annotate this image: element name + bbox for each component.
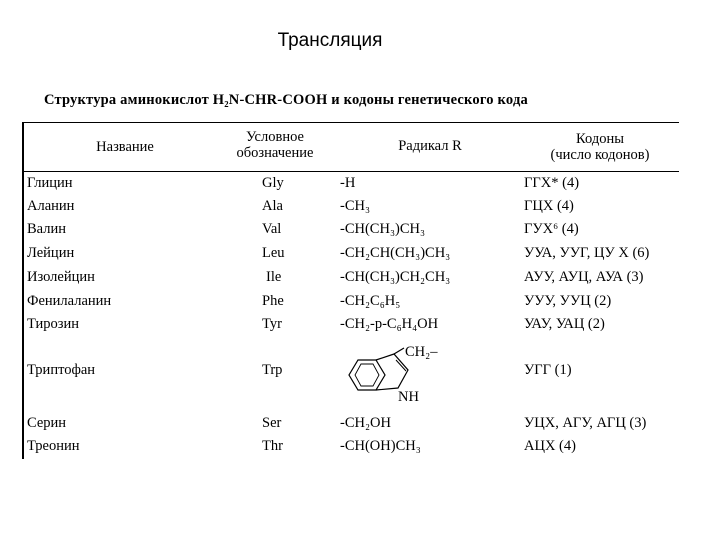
table-header-rule bbox=[24, 171, 679, 172]
row-symbol-ser: Ser bbox=[262, 415, 282, 431]
row-name-leu: Лейцин bbox=[27, 245, 75, 261]
row-codons-gly: ГГХ* (4) bbox=[524, 175, 580, 191]
header-codons bbox=[520, 131, 680, 163]
row-name-val: Валин bbox=[27, 221, 66, 237]
row-radical-ile: -CH(CH₃)CH₂CH₃ bbox=[340, 269, 451, 285]
row-radical-val: -CH(CH₃)CH₃ bbox=[340, 221, 426, 237]
row-symbol-trp: Trp bbox=[262, 362, 283, 378]
header-radical: Радикал R bbox=[398, 138, 462, 154]
table-left-border bbox=[22, 122, 24, 459]
slide-title: Трансляция bbox=[277, 30, 383, 51]
header-symbol-line2: обозначение bbox=[236, 145, 314, 161]
indole-pyrrole-ring bbox=[376, 354, 408, 390]
row-name-tyr: Тирозин bbox=[27, 316, 80, 332]
row-name-trp: Триптофан bbox=[27, 362, 96, 378]
indole-benzene-inner bbox=[355, 364, 379, 386]
row-radical-trp: CH₂– bbox=[405, 344, 438, 360]
row-codons-trp: УГГ (1) bbox=[524, 362, 572, 378]
header-codons-line2: (число кодонов) bbox=[550, 147, 650, 163]
row-name-ser: Серин bbox=[27, 415, 67, 431]
row-symbol-ile: Ile bbox=[266, 269, 282, 285]
row-codons-val: ГУХ⁶ (4) bbox=[524, 221, 579, 237]
row-symbol-val: Val bbox=[262, 221, 282, 237]
table-top-rule bbox=[24, 122, 679, 123]
row-radical-thr: -CH(OH)CH₃ bbox=[340, 438, 421, 454]
table-caption: Структура аминокислот H₂N-CHR-COOH и кодоны генетического кода bbox=[44, 92, 528, 108]
header-name: Название bbox=[96, 139, 154, 155]
indole-ch2-bond bbox=[394, 348, 404, 354]
row-codons-ile: АУУ, АУЦ, АУА (3) bbox=[524, 269, 644, 285]
row-symbol-phe: Phe bbox=[262, 293, 284, 309]
row-radical-trp-nh: NH bbox=[398, 389, 419, 405]
row-symbol-gly: Gly bbox=[262, 175, 284, 191]
row-symbol-leu: Leu bbox=[262, 245, 285, 261]
row-name-gly: Глицин bbox=[27, 175, 73, 191]
row-codons-phe: УУУ, УУЦ (2) bbox=[524, 293, 612, 309]
header-symbol bbox=[205, 129, 345, 161]
header-symbol-line1: Условное bbox=[246, 129, 304, 145]
row-symbol-ala: Ala bbox=[262, 198, 283, 214]
row-name-ile: Изолейцин bbox=[27, 269, 95, 285]
row-name-ala: Аланин bbox=[27, 198, 75, 214]
row-codons-ser: УЦХ, АГУ, АГЦ (3) bbox=[524, 415, 647, 431]
row-name-thr: Треонин bbox=[27, 438, 80, 454]
row-radical-ala: -CH₃ bbox=[340, 198, 371, 214]
row-name-phe: Фенилаланин bbox=[27, 293, 112, 309]
row-radical-tyr: -CH₂-p-C₆H₄OH bbox=[340, 316, 439, 332]
row-radical-phe: -CH₂C₆H₅ bbox=[340, 293, 401, 309]
header-codons-line1: Кодоны bbox=[576, 131, 624, 147]
indole-benzene-ring bbox=[349, 360, 385, 390]
row-symbol-tyr: Tyr bbox=[262, 316, 282, 332]
row-codons-thr: АЦХ (4) bbox=[524, 438, 576, 454]
row-codons-tyr: УАУ, УАЦ (2) bbox=[524, 316, 605, 332]
row-radical-ser: -CH₂OH bbox=[340, 415, 391, 431]
row-codons-leu: УУА, УУГ, ЦУ Х (6) bbox=[524, 245, 650, 261]
row-radical-gly: -H bbox=[340, 175, 356, 191]
row-codons-ala: ГЦХ (4) bbox=[524, 198, 574, 214]
row-symbol-thr: Thr bbox=[262, 438, 283, 454]
row-radical-leu: -CH₂CH(CH₃)CH₃ bbox=[340, 245, 451, 261]
